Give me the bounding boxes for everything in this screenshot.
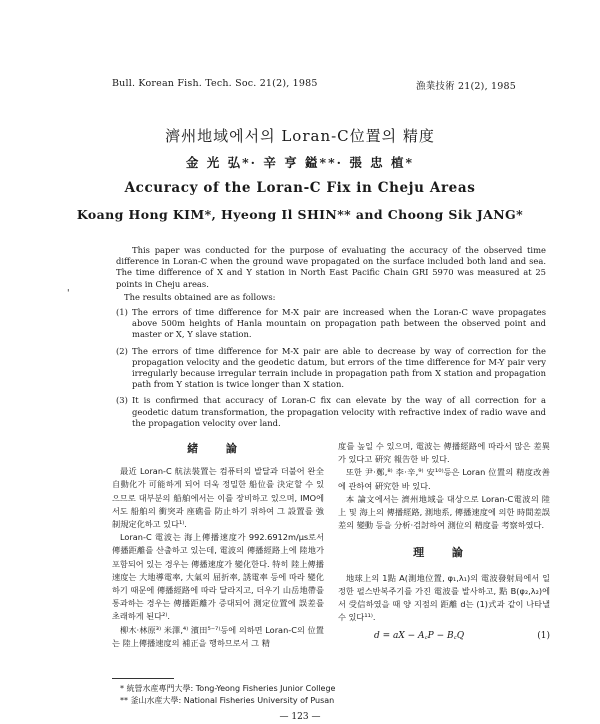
paragraph: 또한 尹·鄭,⁸⁾ 李·辛,⁹⁾ 安¹⁰⁾등은 Loran 位置의 精度改善에 관하여 硏究한 바 있다. xyxy=(338,467,550,491)
page-number: — 123 — xyxy=(279,712,321,722)
abstract-intro: This paper was conducted for the purpose of evaluating the accuracy of the observed time difference in Loran-C when the ground wave propagated on the surface included both land and sea. The time difference of X and Y station in North East Pacific Chain GRI 5970 was measured at 25 points in Cheju areas. xyxy=(116,245,546,289)
result-item xyxy=(116,307,546,341)
paragraph: 地球上의 1點 A(測地位置, φ₁,λ₁)의 電波發射局에서 일정한 펄스반복주기를 가진 電波를 발사하고, 點 B(φ₂,λ₂)에서 受信하였을 때 양 지점의 距離 d는 (1)式과 같이 나타낼 수 있다¹¹⁾. xyxy=(338,572,550,623)
result-number: (3) xyxy=(116,395,128,406)
paragraph: 本 論文에서는 濟州地域을 대상으로 Loran-C電波의 陸上 및 海上의 傳播經路, 測地系, 傳播速度에 의한 時間差誤差의 變動 등을 分析·검討하여 測位의 精度를 考察하였다. xyxy=(338,493,550,531)
footnote-affiliation-1: * 統營水産專門大學: Tong-Yeong Fisheries Junior College xyxy=(120,684,336,693)
result-number: (2) xyxy=(116,345,128,356)
equation-number: (1) xyxy=(537,631,550,642)
footnote-affiliation-2: ** 釜山水産大學: National Fisheries University of Pusan xyxy=(120,696,335,705)
abstract-lead: The results obtained are as follows: xyxy=(124,291,276,302)
abstract xyxy=(116,245,546,434)
journal-header-right: 漁業技術 21(2), 1985 xyxy=(416,81,516,92)
section-heading-theory: 理 論 xyxy=(413,546,475,560)
result-number: (1) xyxy=(116,307,128,318)
authors-english: Koang Hong KIM*, Hyeong Il SHIN** and Choong Sik JANG* xyxy=(76,207,524,222)
margin-mark: ' xyxy=(67,289,70,299)
authors-korean: 金 光 弘*· 辛 亨 鎰**· 張 忠 植* xyxy=(185,155,415,170)
result-item xyxy=(116,395,546,429)
title-english: Accuracy of the Loran-C Fix in Cheju Areas xyxy=(124,180,476,196)
result-text: The errors of time difference for M-X pair are able to decrease by way of correction for the propagation velocity and the geodetic datum, but errors of the time difference for M-Y pair very irregularly because irregular terrain include in propagation path from X station and propagation path from Y station is twice longer than X station. xyxy=(132,345,546,390)
journal-header-left: Bull. Korean Fish. Tech. Soc. 21(2), 1985 xyxy=(112,78,318,89)
paragraph: 度를 높일 수 있으며, 電波는 傳播經路에 따라서 많은 差異가 있다고 硏究 報告한 바 있다. xyxy=(338,441,550,465)
title-korean: 濟州地域에서의 Loran-C位置의 精度 xyxy=(165,127,435,145)
equation-1 xyxy=(338,624,550,643)
paragraph: 柳木·林原³⁾ 米澤,⁴⁾ 濱田⁵⁻⁷⁾등에 의하면 Loran-C의 位置는 陸上傳播速度의 補正을 행하므로서 그 精 xyxy=(112,624,324,648)
equation-body: d = aX − A꜀P − B꜀Q xyxy=(374,631,465,642)
section-heading-introduction: 緒 論 xyxy=(187,442,249,455)
body-column-right xyxy=(338,440,550,644)
body-column-left xyxy=(112,440,324,650)
result-text: It is confirmed that accuracy of Loran-C fix can elevate by the way of all correction for a geodetic datum transformation, the propagation velocity with refractive index of radio wave and the propagation velocity over land. xyxy=(132,395,546,428)
result-text: The errors of time difference for M-X pair are increased when the Loran-C wave propagates above 500m heights of Hanla mountain on propagation path between the observed point and master or X, Y slave station. xyxy=(132,307,546,340)
result-item xyxy=(116,346,546,391)
paragraph: 最近 Loran-C 航法裝置는 컴퓨터의 발달과 더불어 완全 自動化가 可能하게 되어 더욱 정밀한 船位를 決定할 수 있으므로 대부분의 船舶에서는 이를 장비하고 있으며, IMO에서도 船舶의 衝突과 座礁를 防止하기 위하여 그 設置를 強制規定化하고 있다¹⁾. xyxy=(112,466,324,530)
results-list xyxy=(116,307,546,429)
footnote-rule xyxy=(112,678,174,679)
paragraph: Loran-C 電波는 海上傳播速度가 992.6912m/μs로서 傳播距離를 산출하고 있는데, 電波의 傳播經路上에 陸地가 포함되어 있는 경우는 傳播速度가 變化한다. 特히 陸上傳播速度는 大地導電率, 大氣의 屈折率, 誘電率 등에 따라 變化하기 때문에 傳播經路에 따라 달라지고, 더우기 山岳地帶를 통과하는 경우는 傳播距離가 증대되어 測定位置에 誤差를 초래하게 된다²⁾. xyxy=(112,532,324,622)
